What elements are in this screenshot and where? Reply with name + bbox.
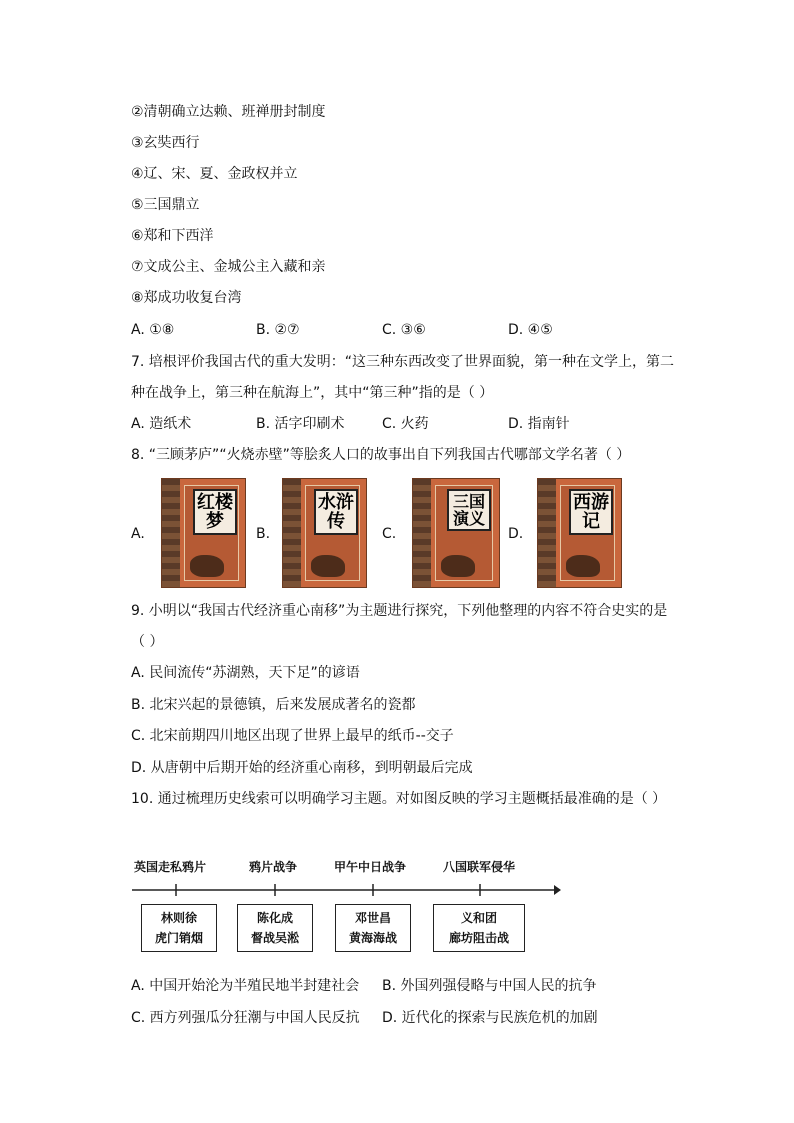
q7-stem-line1: 7. 培根评价我国古代的重大发明：“这三种东西改变了世界面貌，第一种在文学上，第二 xyxy=(131,354,675,370)
book-illustration xyxy=(566,555,600,577)
q9-stem-line2: （ ） xyxy=(131,634,164,650)
timeline-box-1-line2: 虎门销烟 xyxy=(154,931,203,945)
book-illustration xyxy=(441,555,475,577)
q6-item-5: ⑤三国鼎立 xyxy=(131,197,200,213)
book-title: 水浒传 xyxy=(314,489,358,535)
timeline-box-2-line1: 陈化成 xyxy=(256,911,293,925)
q10-option-a[interactable]: A. 中国开始沦为半殖民地半封建社会 xyxy=(131,978,360,994)
q8-option-a-letter[interactable]: A. xyxy=(131,526,145,542)
book-title: 三国演义 xyxy=(447,489,491,531)
q9-option-c[interactable]: C. 北宋前期四川地区出现了世界上最早的纸币--交子 xyxy=(131,728,454,744)
book-spine xyxy=(162,479,180,587)
q8-option-b-letter[interactable]: B. xyxy=(256,526,271,542)
timeline-box-1 xyxy=(141,904,217,952)
q6-item-4: ④辽、宋、夏、金政权并立 xyxy=(131,166,298,182)
book-title: 西游记 xyxy=(569,489,613,535)
book-spine xyxy=(413,479,431,587)
q10-stem: 10. 通过梳理历史线索可以明确学习主题。对如图反映的学习主题概括最准确的是（ ） xyxy=(131,791,667,807)
q7-option-a[interactable]: A. 造纸术 xyxy=(131,416,192,432)
q6-option-b[interactable]: B. ②⑦ xyxy=(256,322,300,338)
q10-option-b[interactable]: B. 外国列强侵略与中国人民的抗争 xyxy=(382,978,597,994)
q6-option-d[interactable]: D. ④⑤ xyxy=(508,322,553,338)
timeline-box-2 xyxy=(237,904,313,952)
q8-option-d-letter[interactable]: D. xyxy=(508,526,524,542)
timeline-box-3-line2: 黄海海战 xyxy=(348,931,397,945)
book-illustration xyxy=(311,555,345,577)
timeline-box-3-line1: 邓世昌 xyxy=(354,911,391,925)
timeline-box-3 xyxy=(335,904,411,952)
q7-option-b[interactable]: B. 活字印刷术 xyxy=(256,416,345,432)
q9-stem-line1: 9. 小明以“我国古代经济重心南移”为主题进行探究，下列他整理的内容不符合史实的是 xyxy=(131,603,668,619)
q9-option-a[interactable]: A. 民间流传“苏湖熟，天下足”的谚语 xyxy=(131,665,360,681)
q6-item-7: ⑦文成公主、金城公主入藏和亲 xyxy=(131,259,326,275)
book-spine xyxy=(283,479,301,587)
timeline-label-1: 英国走私鸦片 xyxy=(134,860,207,874)
timeline-box-4 xyxy=(433,904,525,952)
q7-stem-line2: 种在战争上，第三种在航海上”，其中“第三种”指的是（ ） xyxy=(131,385,494,401)
q6-option-a[interactable]: A. ①⑧ xyxy=(131,322,175,338)
q7-option-d[interactable]: D. 指南针 xyxy=(508,416,570,432)
q10-option-d[interactable]: D. 近代化的探索与民族危机的加剧 xyxy=(382,1010,598,1026)
timeline-box-2-line2: 督战吴淞 xyxy=(250,931,299,945)
timeline-label-4: 八国联军侵华 xyxy=(443,860,516,874)
book-xiyouji[interactable] xyxy=(537,478,622,588)
q7-option-c[interactable]: C. 火药 xyxy=(382,416,429,432)
timeline-box-4-line1: 义和团 xyxy=(460,911,497,925)
q9-option-d[interactable]: D. 从唐朝中后期开始的经济重心南移，到明朝最后完成 xyxy=(131,760,473,776)
q6-item-3: ③玄奘西行 xyxy=(131,135,200,151)
q6-item-2: ②清朝确立达赖、班禅册封制度 xyxy=(131,104,326,120)
timeline-axis xyxy=(130,878,562,902)
q8-stem: 8. “三顾茅庐”“火烧赤壁”等脍炙人口的故事出自下列我国古代哪部文学名著（ ） xyxy=(131,447,631,463)
q6-option-c[interactable]: C. ③⑥ xyxy=(382,322,426,338)
q9-option-b[interactable]: B. 北宋兴起的景德镇，后来发展成著名的瓷都 xyxy=(131,697,416,713)
timeline-box-1-line1: 林则徐 xyxy=(160,911,197,925)
q10-option-c[interactable]: C. 西方列强瓜分狂潮与中国人民反抗 xyxy=(131,1010,360,1026)
book-spine xyxy=(538,479,556,587)
timeline-box-4-line2: 廊坊阻击战 xyxy=(448,931,509,945)
q6-item-6: ⑥郑和下西洋 xyxy=(131,228,214,244)
book-title: 红楼梦 xyxy=(193,489,237,535)
q8-option-c-letter[interactable]: C. xyxy=(382,526,397,542)
timeline-label-2: 鸦片战争 xyxy=(249,860,298,874)
book-hongloumeng[interactable] xyxy=(161,478,246,588)
book-shuihuzhuan[interactable] xyxy=(282,478,367,588)
book-illustration xyxy=(190,555,224,577)
q6-item-8: ⑧郑成功收复台湾 xyxy=(131,290,242,306)
book-sanguoyanyi[interactable] xyxy=(412,478,500,588)
timeline-label-3: 甲午中日战争 xyxy=(334,860,407,874)
